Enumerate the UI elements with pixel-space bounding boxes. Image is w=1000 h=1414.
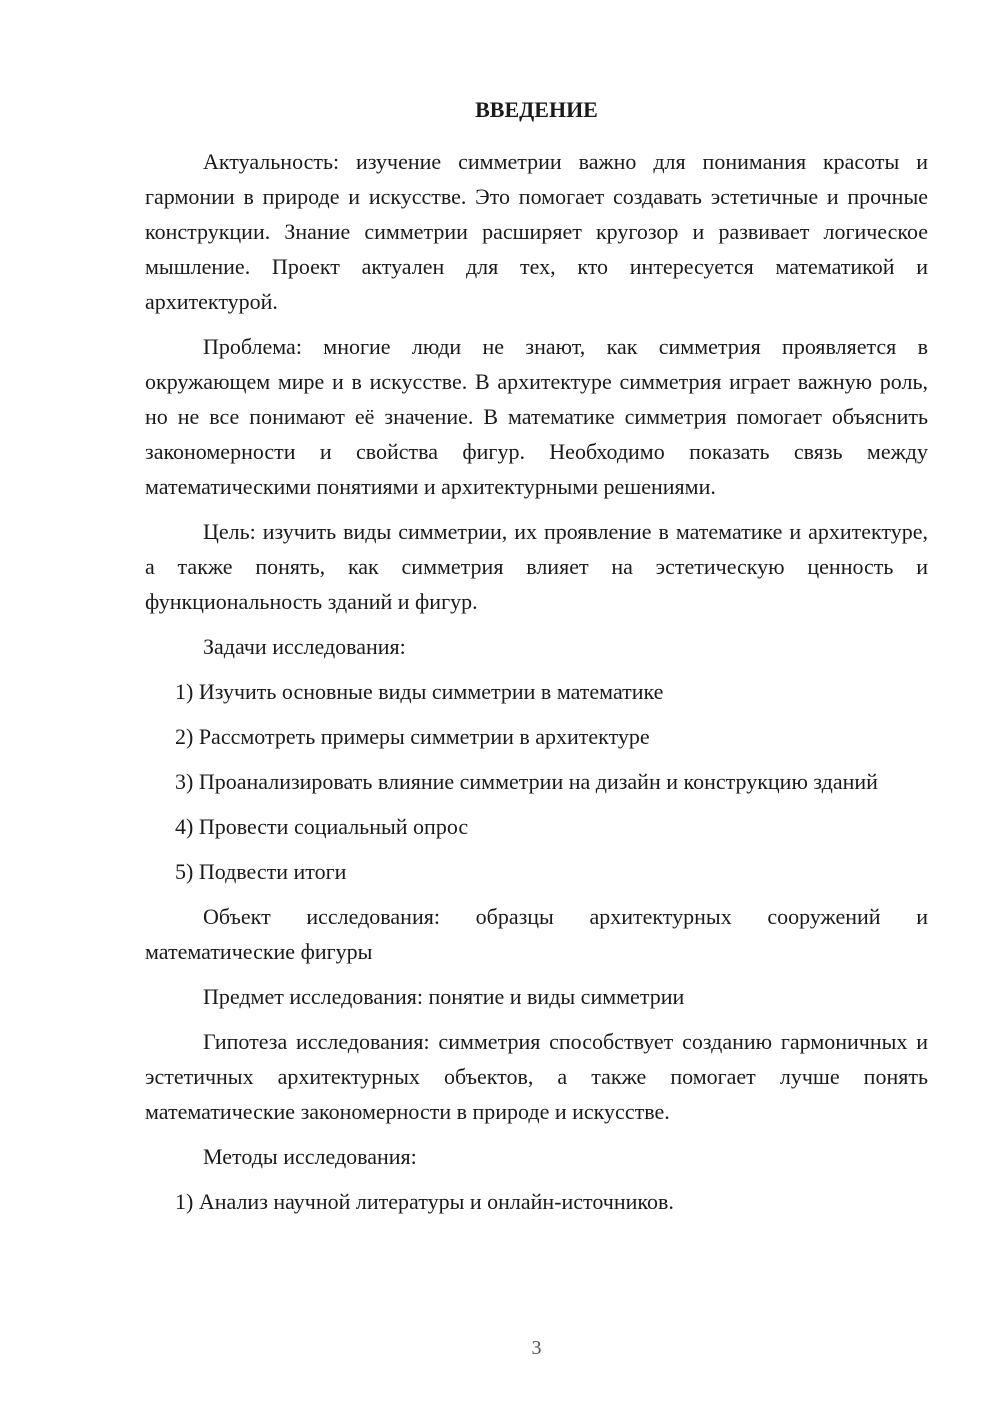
document-page xyxy=(145,0,928,1414)
paragraph-methods-heading: Методы исследования: xyxy=(203,1144,417,1169)
paragraph-hypothesis: Гипотеза исследования: симметрия способствует созданию гармоничных и эстетичных архитектурных объектов, а также помогает лучше понять математические закономерности в природе и искусстве. xyxy=(145,1029,928,1124)
paragraph-object: Объект исследования: образцы архитектурных сооружений и математические фигуры xyxy=(145,904,928,964)
body-text xyxy=(145,144,928,1219)
paragraph-relevance: Актуальность: изучение симметрии важно для понимания красоты и гармонии в природе и искусстве. Это помогает создавать эстетичные и прочные конструкции. Знание симметрии расширяет кругозор и развивает логическое мышление. Проект актуален для тех, кто интересуется математикой и архитектурой. xyxy=(145,149,928,314)
paragraph-problem: Проблема: многие люди не знают, как симметрия проявляется в окружающем мире и в искусстве. В архитектуре симметрия играет важную роль, но не все понимают её значение. В математике симметрия помогает объяснить закономерности и свойства фигур. Необходимо показать связь между математическими понятиями и архитектурными решениями. xyxy=(145,334,928,499)
page-number: 3 xyxy=(531,1337,542,1359)
paragraph-subject: Предмет исследования: понятие и виды симметрии xyxy=(203,984,685,1009)
list-item: 3) Проанализировать влияние симметрии на дизайн и конструкцию зданий xyxy=(175,769,878,794)
list-item: 1) Анализ научной литературы и онлайн-источников. xyxy=(175,1189,674,1214)
paragraph-tasks-heading: Задачи исследования: xyxy=(203,634,406,659)
page-title: ВВЕДЕНИЕ xyxy=(475,97,598,122)
list-item: 5) Подвести итоги xyxy=(175,859,347,884)
paragraph-goal: Цель: изучить виды симметрии, их проявление в математике и архитектуре, а также понять, как симметрия влияет на эстетическую ценность и функциональность зданий и фигур. xyxy=(145,519,928,614)
list-item: 2) Рассмотреть примеры симметрии в архитектуре xyxy=(175,724,650,749)
list-item: 1) Изучить основные виды симметрии в математике xyxy=(175,679,664,704)
list-item: 4) Провести социальный опрос xyxy=(175,814,469,839)
